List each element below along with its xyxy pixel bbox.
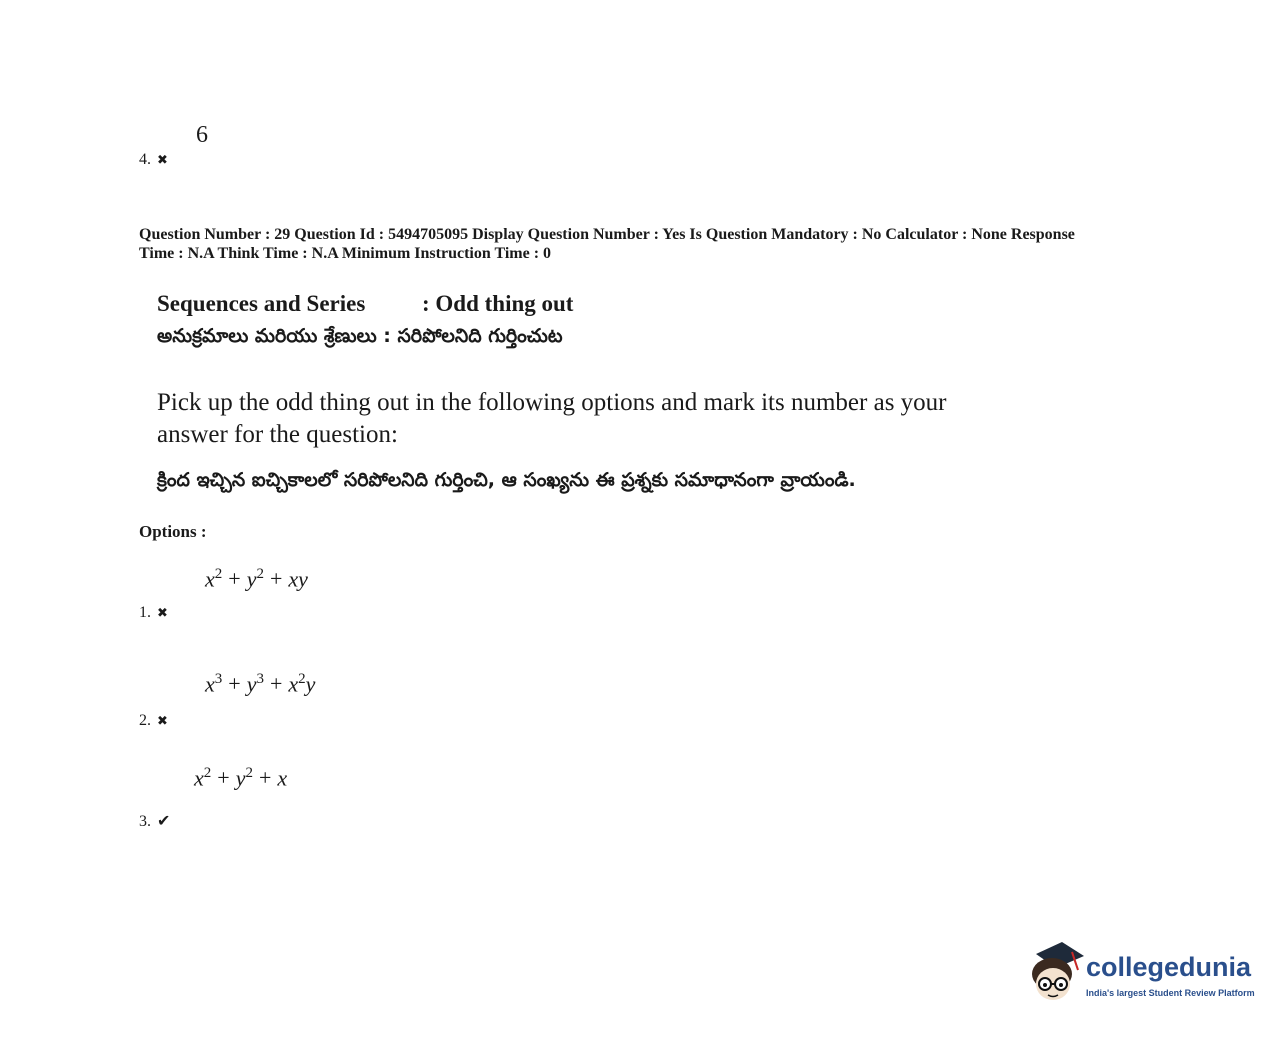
topic-english-right: : Odd thing out: [422, 291, 574, 316]
option-1-expression: $x^2 + y^2$ + xy: [205, 566, 308, 592]
cross-icon: ✖: [157, 605, 168, 620]
question-meta-line2: Time : N.A Think Time : N.A Minimum Instruction Time : 0: [139, 245, 552, 262]
logo-name: collegedunia: [1086, 952, 1252, 982]
option-number: 1.: [139, 604, 151, 621]
instruction-english: Pick up the odd thing out in the following options and mark its number as your answer for the question:: [157, 389, 947, 448]
option-2-row[interactable]: [139, 712, 168, 730]
question-meta-line1: Question Number : 29 Question Id : 5494705095 Display Question Number : Yes Is Question Mandatory : No Calculator : None Response: [139, 226, 1075, 243]
collegedunia-logo: [1026, 940, 1266, 1010]
option-4-row: [139, 151, 168, 169]
option-number: 2.: [139, 712, 151, 729]
cross-icon: ✖: [157, 152, 168, 167]
option-3-expression: $x^2 + y^2 + x$: [194, 765, 288, 791]
topic-telugu: అనుక్రమాలు మరియు శ్రేణులు : సరిపోలనిది గుర్తించుట: [157, 325, 563, 347]
option-number: 4.: [139, 151, 151, 168]
options-label: Options :: [139, 522, 207, 541]
option-number: 3.: [139, 813, 151, 830]
option-1-row[interactable]: [139, 604, 168, 622]
option-3-row[interactable]: [139, 811, 170, 831]
logo-tagline: India's largest Student Review Platform: [1086, 988, 1255, 998]
question-meta: [139, 225, 1159, 263]
topic-english-left: Sequences and Series: [157, 291, 366, 316]
instruction-telugu: క్రింద ఇచ్చిన ఐచ్చికాలలో సరిపోలనిది గుర్తించి, ఆ సంఖ్యను ఈ ప్రశ్నకు సమాధానంగా వ్రాయండి.: [157, 469, 856, 491]
option-2-expression: $x^3 + y^3 + x^2y$: [205, 671, 316, 697]
cross-icon: ✖: [157, 713, 168, 728]
option-4-value: 6: [196, 122, 208, 148]
mascot-icon: [1026, 940, 1086, 1006]
check-icon: ✔: [157, 813, 171, 830]
